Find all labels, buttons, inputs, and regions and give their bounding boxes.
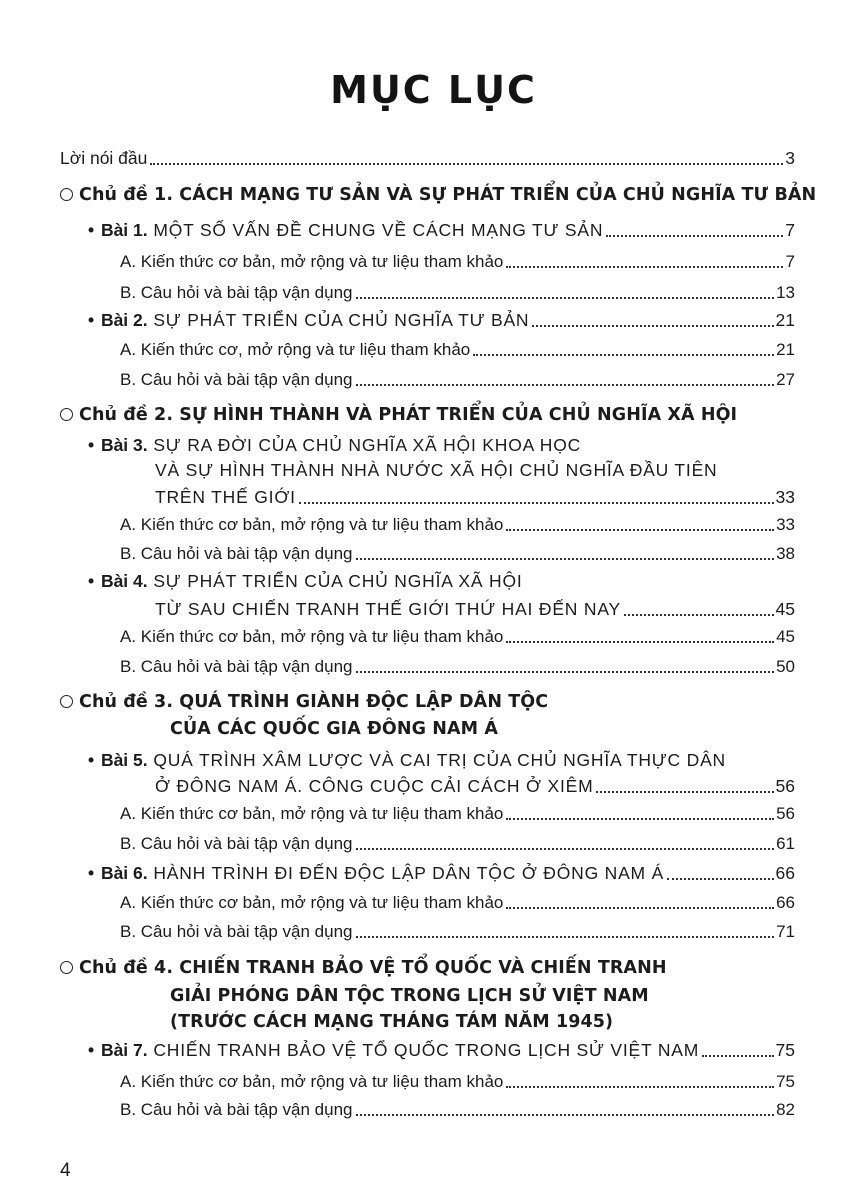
toc-lesson-entry[interactable] <box>88 310 795 331</box>
toc-subentry[interactable] <box>120 252 795 272</box>
lesson-number: Bài 2. <box>100 310 148 330</box>
toc-page-number: 13 <box>776 283 795 302</box>
toc-page-number: 66 <box>776 893 795 912</box>
toc-subentry[interactable] <box>120 627 795 647</box>
topic-label-continued: (TRƯỚC CÁCH MẠNG THÁNG TÁM NĂM 1945) <box>170 1012 614 1032</box>
page-number: 4 <box>60 1160 71 1181</box>
lesson-title: SỰ PHÁT TRIỂN CỦA CHỦ NGHĨA XÃ HỘI <box>153 571 523 591</box>
toc-entry-label: A. Kiến thức cơ bản, mở rộng và tư liệu tham khảo <box>120 252 504 271</box>
toc-page-number: 75 <box>776 1072 795 1091</box>
lesson-number: Bài 7. <box>100 1040 148 1060</box>
toc-page-number: 56 <box>776 804 795 823</box>
topic-label: Chủ đề 1. CÁCH MẠNG TƯ SẢN VÀ SỰ PHÁT TRIỂN CỦA CHỦ NGHĨA TƯ BẢN <box>79 185 817 205</box>
toc-lesson-entry-final-line[interactable] <box>155 776 795 797</box>
dot-leader <box>356 935 775 938</box>
dot-leader <box>356 1113 775 1116</box>
toc-subentry[interactable] <box>120 515 795 535</box>
toc-entry-label: B. Câu hỏi và bài tập vận dụng <box>120 370 353 389</box>
circle-bullet-icon <box>60 188 73 201</box>
topic-label-continued: GIẢI PHÓNG DÂN TỘC TRONG LỊCH SỬ VIỆT NAM <box>170 986 649 1006</box>
toc-lesson-entry[interactable] <box>88 750 726 771</box>
toc-entry-label: B. Câu hỏi và bài tập vận dụng <box>120 544 353 563</box>
circle-bullet-icon <box>60 961 73 974</box>
toc-topic-heading[interactable] <box>60 185 816 205</box>
lesson-title-continued: TỪ SAU CHIẾN TRANH THẾ GIỚI THỨ HAI ĐẾN NAY <box>155 599 621 619</box>
bullet-icon: • <box>88 310 95 330</box>
toc-entry-label: A. Kiến thức cơ bản, mở rộng và tư liệu tham khảo <box>120 893 504 912</box>
toc-page-number: 38 <box>776 544 795 563</box>
lesson-title-continued: Ở ĐÔNG NAM Á. CÔNG CUỘC CẢI CÁCH Ở XIÊM <box>155 776 594 796</box>
dot-leader <box>506 906 774 909</box>
dot-leader <box>506 528 774 531</box>
toc-entry-label: A. Kiến thức cơ bản, mở rộng và tư liệu tham khảo <box>120 515 504 534</box>
toc-topic-heading[interactable] <box>60 405 737 425</box>
toc-lesson-entry[interactable] <box>88 571 523 592</box>
lesson-title-continued: TRÊN THẾ GIỚI <box>155 487 296 507</box>
dot-leader <box>606 234 783 237</box>
toc-page-number: 3 <box>785 148 795 168</box>
lesson-number: Bài 1. <box>100 220 148 240</box>
circle-bullet-icon <box>60 408 73 421</box>
dot-leader <box>624 613 774 616</box>
dot-leader <box>506 265 783 268</box>
dot-leader <box>150 162 783 165</box>
dot-leader <box>356 383 775 386</box>
dot-leader <box>356 670 775 673</box>
toc-page-number: 82 <box>776 1100 795 1119</box>
toc-lesson-entry[interactable] <box>88 220 795 241</box>
toc-entry-label: B. Câu hỏi và bài tập vận dụng <box>120 922 353 941</box>
lesson-title: MỘT SỐ VẤN ĐỀ CHUNG VỀ CÁCH MẠNG TƯ SẢN <box>153 220 604 240</box>
topic-label: Chủ đề 4. CHIẾN TRANH BẢO VỆ TỔ QUỐC VÀ CHIẾN TRANH <box>79 958 667 978</box>
toc-page-number: 21 <box>776 340 795 359</box>
toc-page-number: 50 <box>776 657 795 676</box>
lesson-title: CHIẾN TRANH BẢO VỆ TỔ QUỐC TRONG LỊCH SỬ VIỆT NAM <box>153 1040 700 1060</box>
toc-topic-heading[interactable] <box>60 692 548 712</box>
dot-leader <box>506 817 774 820</box>
toc-entry-label: A. Kiến thức cơ bản, mở rộng và tư liệu tham khảo <box>120 627 504 646</box>
dot-leader <box>299 501 774 504</box>
toc-subentry[interactable] <box>120 893 795 913</box>
lesson-title: QUÁ TRÌNH XÂM LƯỢC VÀ CAI TRỊ CỦA CHỦ NGHĨA THỰC DÂN <box>153 750 726 770</box>
toc-entry-label: B. Câu hỏi và bài tập vận dụng <box>120 657 353 676</box>
toc-subentry[interactable] <box>120 922 795 942</box>
bullet-icon: • <box>88 571 95 591</box>
toc-subentry[interactable] <box>120 283 795 303</box>
toc-page-number: 45 <box>775 599 795 619</box>
toc-page-number: 7 <box>785 220 795 240</box>
dot-leader <box>356 847 775 850</box>
toc-entry-label: B. Câu hỏi và bài tập vận dụng <box>120 1100 353 1119</box>
toc-lesson-entry[interactable] <box>88 435 581 456</box>
page-title: MỤC LỤC <box>330 68 537 112</box>
toc-page-number: 66 <box>775 863 795 883</box>
lesson-title: HÀNH TRÌNH ĐI ĐẾN ĐỘC LẬP DÂN TỘC Ở ĐÔNG NAM Á <box>153 863 665 883</box>
toc-subentry[interactable] <box>120 657 795 677</box>
toc-subentry[interactable] <box>120 1100 795 1120</box>
bullet-icon: • <box>88 863 95 883</box>
toc-subentry[interactable] <box>120 340 795 360</box>
dot-leader <box>356 296 775 299</box>
toc-subentry[interactable] <box>120 1072 795 1092</box>
toc-entry-label: B. Câu hỏi và bài tập vận dụng <box>120 834 353 853</box>
dot-leader <box>702 1054 773 1057</box>
dot-leader <box>356 557 775 560</box>
toc-page-number: 75 <box>775 1040 795 1060</box>
dot-leader <box>532 324 773 327</box>
dot-leader <box>506 1085 774 1088</box>
toc-page-number: 33 <box>775 487 795 507</box>
toc-lesson-entry-final-line[interactable] <box>155 599 795 620</box>
bullet-icon: • <box>88 220 95 240</box>
toc-page-number: 33 <box>776 515 795 534</box>
topic-label: Chủ đề 3. QUÁ TRÌNH GIÀNH ĐỘC LẬP DÂN TỘC <box>79 692 549 712</box>
topic-label: Chủ đề 2. SỰ HÌNH THÀNH VÀ PHÁT TRIỂN CỦA CHỦ NGHĨA XÃ HỘI <box>79 405 738 425</box>
toc-subentry[interactable] <box>120 804 795 824</box>
toc-entry-label: A. Kiến thức cơ bản, mở rộng và tư liệu tham khảo <box>120 804 504 823</box>
bullet-icon: • <box>88 1040 95 1060</box>
circle-bullet-icon <box>60 695 73 708</box>
toc-page-number: 61 <box>776 834 795 853</box>
toc-entry-label: A. Kiến thức cơ bản, mở rộng và tư liệu tham khảo <box>120 1072 504 1091</box>
toc-lesson-entry[interactable] <box>88 863 795 884</box>
dot-leader <box>667 877 773 880</box>
toc-page-number: 56 <box>775 776 795 796</box>
toc-lesson-entry[interactable] <box>88 1040 795 1061</box>
lesson-number: Bài 3. <box>100 435 148 455</box>
toc-page-number: 27 <box>776 370 795 389</box>
toc-page-number: 71 <box>776 922 795 941</box>
toc-topic-heading[interactable] <box>60 958 667 978</box>
toc-entry-label: B. Câu hỏi và bài tập vận dụng <box>120 283 353 302</box>
dot-leader <box>473 353 774 356</box>
lesson-title-continued: VÀ SỰ HÌNH THÀNH NHÀ NƯỚC XÃ HỘI CHỦ NGHĨA ĐẦU TIÊN <box>155 460 718 480</box>
lesson-number: Bài 4. <box>100 571 148 591</box>
dot-leader <box>596 790 773 793</box>
toc-entry-preface[interactable] <box>60 148 795 169</box>
toc-subentry[interactable] <box>120 834 795 854</box>
toc-entry-label: A. Kiến thức cơ, mở rộng và tư liệu tham khảo <box>120 340 471 359</box>
toc-subentry[interactable] <box>120 544 795 564</box>
toc-entry-label: Lời nói đầu <box>60 148 148 168</box>
topic-label-continued: CỦA CÁC QUỐC GIA ĐÔNG NAM Á <box>170 719 499 739</box>
toc-subentry[interactable] <box>120 370 795 390</box>
toc-page-number: 7 <box>785 252 795 271</box>
lesson-title: SỰ PHÁT TRIỂN CỦA CHỦ NGHĨA TƯ BẢN <box>153 310 530 330</box>
bullet-icon: • <box>88 750 95 770</box>
lesson-number: Bài 6. <box>100 863 148 883</box>
bullet-icon: • <box>88 435 95 455</box>
toc-lesson-entry-final-line[interactable] <box>155 487 795 508</box>
toc-page-number: 45 <box>776 627 795 646</box>
lesson-title: SỰ RA ĐỜI CỦA CHỦ NGHĨA XÃ HỘI KHOA HỌC <box>153 435 582 455</box>
toc-page-number: 21 <box>775 310 795 330</box>
dot-leader <box>506 640 774 643</box>
lesson-number: Bài 5. <box>100 750 148 770</box>
